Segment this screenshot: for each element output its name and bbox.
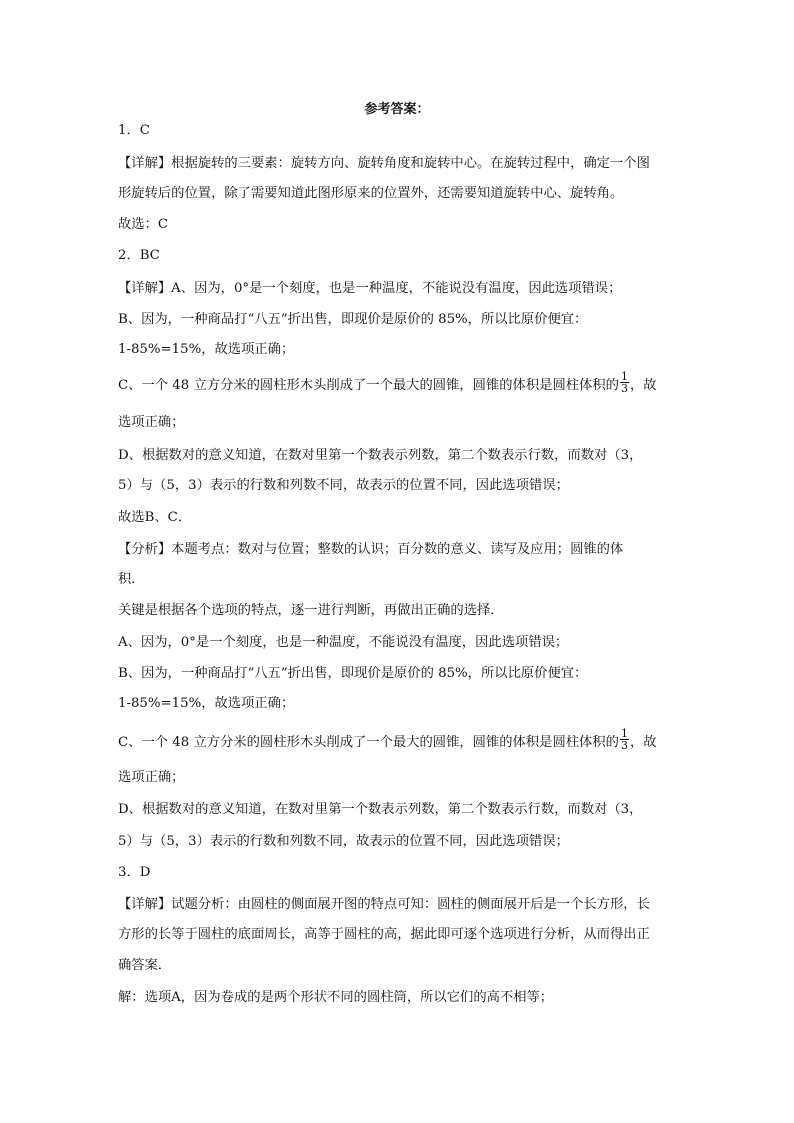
answer-1-detail-line: 形旋转后的位置，除了需要知道此图形原来的位置外，还需要知道旋转中心、旋转角。 bbox=[118, 186, 624, 201]
answer-3-detail-line: 【详解】试题分析：由圆柱的侧面展开图的特点可知：圆柱的侧面展开后是一个长方形，长 bbox=[118, 897, 650, 912]
answer-3-detail-line: 确答案． bbox=[118, 958, 172, 973]
answer-1-choice: 故选：C bbox=[118, 217, 169, 232]
analysis-line: 积． bbox=[118, 572, 145, 587]
fraction-one-third bbox=[620, 371, 629, 394]
fraction-denominator: 3 bbox=[620, 382, 628, 395]
answer-3-solution-line: 解：选项A，因为卷成的是两个形状不同的圆柱筒，所以它们的高不相等； bbox=[118, 990, 554, 1005]
analysis-line: B、因为，一种商品打“八五”折出售，即现价是原价的 85%，所以比原价便宜： bbox=[118, 666, 588, 681]
answer-3-heading: 3．D bbox=[118, 865, 151, 880]
fraction-line-text: C、一个 48 立方分米的圆柱形木头削成了一个最大的圆锥，圆锥的体积是圆柱体积的 bbox=[118, 735, 619, 750]
answer-2-detail-line: B、因为，一种商品打“八五”折出售，即现价是原价的 85%，所以比原价便宜： bbox=[118, 312, 588, 327]
fraction-line-tail: ，故 bbox=[629, 735, 657, 750]
analysis-line: 1-85%=15%，故选项正确； bbox=[118, 696, 295, 711]
answer-2-heading: 2．BC bbox=[118, 248, 160, 263]
answer-2-choice: 故选B、C． bbox=[118, 510, 192, 525]
analysis-fraction-line bbox=[118, 727, 688, 754]
answer-1-detail-line: 【详解】根据旋转的三要素：旋转方向、旋转角度和旋转中心。在旋转过程中，确定一个图 bbox=[118, 156, 650, 171]
answer-2-detail-line: D、根据数对的意义知道，在数对里第一个数表示列数，第二个数表示行数，而数对（3， bbox=[118, 448, 643, 463]
answer-2-fraction-line bbox=[118, 370, 688, 397]
answer-1-heading: 1．C bbox=[118, 123, 150, 138]
answer-3-detail-line: 方形的长等于圆柱的底面周长，高等于圆柱的高，据此即可逐个选项进行分析，从而得出正 bbox=[118, 927, 650, 942]
fraction-numerator: 1 bbox=[620, 727, 628, 740]
analysis-line: 5）与（5，3）表示的行数和列数不同，故表示的位置不同，因此选项错误； bbox=[118, 834, 569, 849]
analysis-line: 关键是根据各个选项的特点，逐一进行判断，再做出正确的选择． bbox=[118, 603, 504, 618]
analysis-line: A、因为，0°是一个刻度，也是一种温度，不能说没有温度，因此选项错误； bbox=[118, 635, 569, 650]
fraction-denominator: 3 bbox=[620, 739, 628, 752]
answer-2-detail-line: 选项正确； bbox=[118, 415, 185, 430]
fraction-numerator: 1 bbox=[620, 370, 628, 383]
page-title: 参考答案： bbox=[364, 102, 430, 117]
fraction-line-tail: ，故 bbox=[629, 378, 657, 393]
answer-2-detail-line: 1-85%=15%，故选项正确； bbox=[118, 342, 295, 357]
analysis-line: D、根据数对的意义知道，在数对里第一个数表示列数，第二个数表示行数，而数对（3， bbox=[118, 802, 643, 817]
fraction-one-third bbox=[620, 728, 629, 751]
analysis-line: 【分析】本题考点：数对与位置；整数的认识；百分数的意义、读写及应用；圆锥的体 bbox=[118, 542, 624, 557]
answer-2-detail-line: 【详解】A、因为，0°是一个刻度，也是一种温度，不能说没有温度，因此选项错误； bbox=[118, 281, 622, 296]
fraction-line-text: C、一个 48 立方分米的圆柱形木头削成了一个最大的圆锥，圆锥的体积是圆柱体积的 bbox=[118, 378, 619, 393]
answer-2-detail-line: 5）与（5，3）表示的行数和列数不同，故表示的位置不同，因此选项错误； bbox=[118, 478, 569, 493]
analysis-line: 选项正确； bbox=[118, 770, 185, 785]
